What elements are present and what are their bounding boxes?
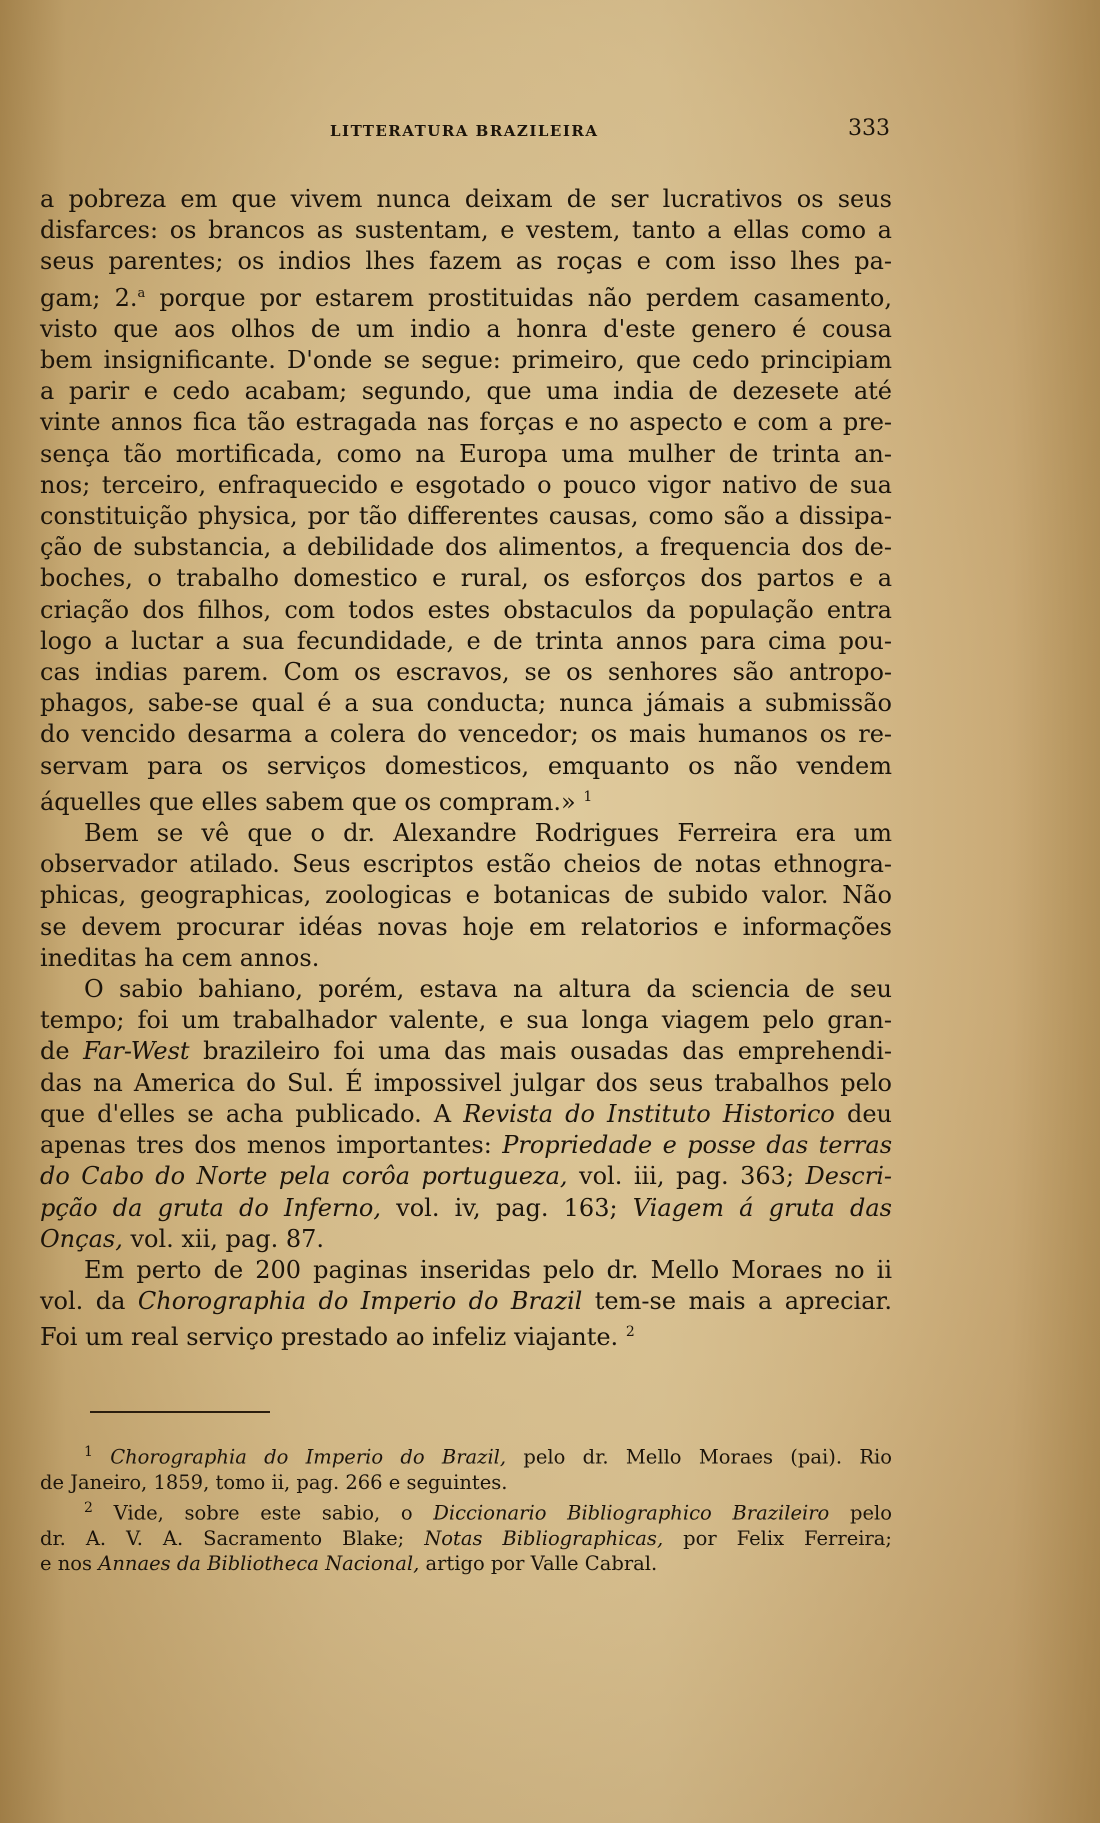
footnote-line (40, 1526, 892, 1552)
text-line: Em perto de 200 paginas inseridas pelo dr. Mello Moraes no ii (84, 1255, 892, 1284)
italic-title: Annaes da Bibliotheca Nacional, (98, 1552, 420, 1575)
text-line (40, 1286, 892, 1317)
text-line: nos; terceiro, enfraquecido e esgotado o pouco vigor nativo de sua (40, 470, 892, 499)
text-line: a pobreza em que vivem nunca deixam de ser lucrativos os seus (40, 185, 892, 213)
italic-title: Notas Bibliographicas, (424, 1526, 664, 1550)
italic-title: Far-West (83, 1037, 190, 1066)
text-line: ção de substancia, a debilidade dos alimentos, a frequencia dos de- (40, 533, 892, 562)
footnote-line: de Janeiro, 1859, tomo ii, pag. 266 e seguintes. (40, 1471, 508, 1494)
text-line: O sabio bahiano, porém, estava na altura da sciencia de seu (84, 975, 892, 1004)
text-line (40, 1193, 892, 1224)
text-fragment: Vide, sobre este sabio, o (92, 1501, 434, 1524)
text-fragment: por Felix Ferreira; (663, 1526, 892, 1550)
text-line: criação dos filhos, com todos estes obstaculos da população entra (40, 595, 892, 624)
text-line (40, 1036, 892, 1067)
text-line (40, 782, 892, 818)
text-fragment: vol. iv, pag. 163; (381, 1193, 633, 1222)
text-line: servam para os serviços domesticos, emquanto os não vendem (40, 751, 892, 780)
italic-title: Chorographia do Imperio do Brazil (137, 1287, 583, 1316)
text-line (40, 1099, 892, 1130)
text-line: phagos, sabe-se qual é a sua conducta; nunca jámais a submissão (40, 689, 892, 718)
text-line (40, 1317, 892, 1353)
italic-title: Onças, (40, 1224, 123, 1253)
italic-title: Descri- (805, 1162, 892, 1191)
italic-title: pção da gruta do Inferno, (40, 1193, 381, 1222)
text-fragment: e nos (40, 1552, 99, 1575)
text-fragment: que d'elles se acha publicado. A (40, 1099, 464, 1128)
text-fragment: brazileiro foi uma das mais ousadas das emprehendi- (189, 1037, 892, 1066)
text-line: se devem procurar idéas novas hoje em relatorios e informações (40, 912, 892, 941)
text-line: do vencido desarma a colera do vencedor; os mais humanos os re- (40, 720, 892, 749)
text-line (40, 278, 892, 314)
italic-title: Diccionario Bibliographico Brazileiro (433, 1501, 830, 1524)
text-line: das na America do Sul. É impossivel julgar dos seus trabalhos pelo (40, 1068, 892, 1097)
page-number: 333 (848, 116, 890, 141)
text-line: vinte annos fica tão estragada nas forças e no aspecto e com a pre- (40, 408, 892, 437)
text-fragment: apenas tres dos menos importantes: (40, 1131, 503, 1160)
italic-title: Revista do Instituto Historico (463, 1099, 835, 1128)
text-fragment: vol. xii, pag. 87. (122, 1224, 325, 1253)
text-line: phicas, geographicas, zoologicas e botanicas de subido valor. Não (40, 881, 892, 910)
footnote-number: 2 (84, 1499, 93, 1516)
text-line (40, 1161, 892, 1192)
text-line: seus parentes; os indios lhes fazem as roças e com isso lhes pa- (40, 247, 892, 276)
text-line: visto que aos olhos de um indio a honra d'este genero é cousa (40, 314, 892, 343)
footnote-divider (90, 1411, 270, 1413)
text-line: cas indias parem. Com os escravos, se os senhores são antropo- (40, 658, 892, 687)
text-fragment: vol. da (40, 1287, 138, 1316)
text-fragment: porque por estarem prostituidas não perdem casamento, (145, 283, 892, 312)
text-line: Bem se vê que o dr. Alexandre Rodrigues Ferreira era um (84, 819, 892, 848)
footnote-number: 1 (84, 1444, 93, 1460)
italic-title: do Cabo do Norte pela corôa portugueza, (40, 1162, 568, 1191)
text-line (40, 1224, 892, 1255)
footnote-line (40, 1440, 892, 1470)
main-text (40, 184, 892, 1354)
text-line: constituição physica, por tão differentes causas, como são a dissipa- (40, 502, 892, 531)
page-header (330, 116, 890, 148)
text-fragment: vol. iii, pag. 363; (567, 1162, 806, 1191)
text-line: tempo; foi um trabalhador valente, e sua longa viagem pelo gran- (40, 1006, 892, 1035)
text-fragment: artigo por Valle Cabral. (419, 1552, 658, 1575)
text-line (40, 1130, 892, 1161)
footnotes (40, 1440, 892, 1577)
running-title: LITTERATURA BRAZILEIRA (330, 122, 599, 140)
text-line: logo a luctar a sua fecundidade, e de trinta annos para cima pou- (40, 626, 892, 655)
text-fragment: de (40, 1037, 84, 1066)
text-fragment: pelo dr. Mello Moraes (pai). Rio (506, 1445, 892, 1469)
footnote-line (40, 1496, 892, 1526)
ordinal-superscript: a (137, 285, 146, 301)
footnote-reference: 1 (583, 788, 593, 805)
italic-title: Chorographia do Imperio do Brazil, (110, 1445, 507, 1469)
text-fragment: pelo (829, 1501, 892, 1524)
text-line: a parir e cedo acabam; segundo, que uma india de dezesete até (40, 377, 892, 406)
text-fragment: gam; 2. (40, 283, 138, 312)
footnote-reference: 2 (625, 1324, 635, 1341)
text-line: ineditas ha cem annos. (40, 943, 320, 972)
text-line: observador atilado. Seus escriptos estão cheios de notas ethnogra- (40, 850, 892, 879)
text-fragment: Foi um real serviço prestado ao infeliz viajante. (40, 1323, 619, 1352)
text-line: sença tão mortificada, como na Europa uma mulher de trinta an- (40, 439, 892, 468)
text-line: bem insignificante. D'onde se segue: primeiro, que cedo principiam (40, 346, 892, 375)
text-fragment: tem-se mais a apreciar. (582, 1287, 892, 1316)
text-fragment: áquelles que elles sabem que os compram.» (40, 787, 576, 816)
text-fragment: dr. A. V. A. Sacramento Blake; (40, 1526, 425, 1550)
italic-title: Viagem á gruta das (632, 1193, 892, 1222)
text-line: boches, o trabalho domestico e rural, os esforços dos partos e a (40, 564, 892, 593)
text-fragment: deu (834, 1099, 892, 1128)
text-line: disfarces: os brancos as sustentam, e vestem, tanto a ellas como a (40, 216, 892, 245)
footnote-line (40, 1551, 892, 1577)
italic-title: Propriedade e posse das terras (502, 1131, 893, 1160)
